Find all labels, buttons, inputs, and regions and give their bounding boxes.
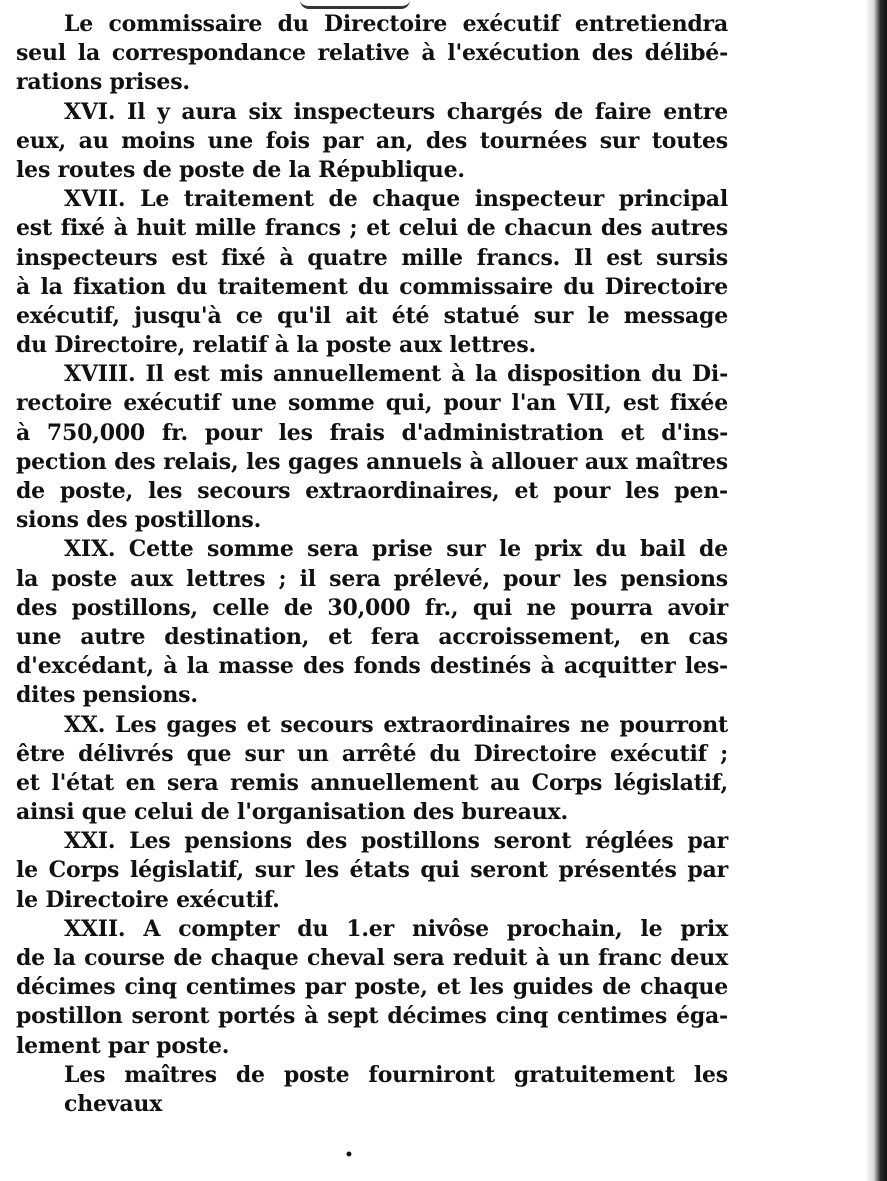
text-line: le Directoire exécutif. (16, 886, 280, 913)
text-line: est fixé à huit mille francs ; et celui de chacun des autres (16, 215, 728, 242)
footer-mark: • (344, 1147, 354, 1163)
text-line: Le commissaire du Directoire exécutif entretiendra (64, 11, 728, 37)
text-line: XIX. Cette somme sera prise sur le prix du bail de (64, 536, 728, 563)
text-line: la poste aux lettres ; il sera prélevé, pour les pensions (16, 565, 728, 592)
text-line: Les maîtres de poste fourniront gratuitement les chevaux (64, 1061, 728, 1117)
body-text (16, 10, 728, 1117)
text-line: lement par poste. (16, 1032, 230, 1059)
text-line: postillon seront portés à sept décimes cinq centimes éga- (16, 1003, 728, 1030)
text-line: dites pensions. (16, 682, 198, 709)
text-line: être délivrés que sur un arrêté du Directoire exécutif ; (16, 740, 728, 767)
text-line: pection des relais, les gages annuels à allouer aux maîtres (16, 448, 728, 475)
text-line: des postillons, celle de 30,000 fr., qui ne pourra avoir (16, 594, 728, 621)
text-line: XVI. Il y aura six inspecteurs chargés de faire entre (64, 98, 728, 125)
text-line: une autre destination, et fera accroissement, en cas (16, 623, 728, 650)
page-binding-shadow (865, 0, 887, 1181)
text-line: à la fixation du traitement du commissaire du Directoire (16, 273, 728, 300)
text-line: et l'état en sera remis annuellement au Corps législatif, (16, 769, 728, 796)
text-line: XXI. Les pensions des postillons seront réglées par (64, 828, 728, 855)
text-line: rectoire exécutif une somme qui, pour l'an VII, est fixée (16, 390, 728, 417)
text-line: sions des postillons. (16, 507, 262, 534)
text-line: de poste, les secours extraordinaires, et pour les pen- (16, 478, 728, 504)
text-line: eux, au moins une fois par an, des tournées sur toutes (16, 127, 728, 154)
text-line: inspecteurs est fixé à quatre mille francs. Il est sursis (16, 244, 728, 271)
text-line: de la course de chaque cheval sera reduit à un franc deux (16, 945, 728, 971)
text-line: les routes de poste de la République. (16, 156, 465, 183)
text-line: exécutif, jusqu'à ce qu'il ait été statué sur le message (16, 302, 728, 329)
text-line: XXII. A compter du 1.er nivôse prochain, le prix (64, 915, 728, 942)
text-line: XVII. Le traitement de chaque inspecteur principal (64, 186, 728, 213)
text-line: d'excédant, à la masse des fonds destinés à acquitter les- (16, 653, 728, 680)
page-top-edge-mark (300, 0, 410, 9)
text-line: du Directoire, relatif à la poste aux lettres. (16, 332, 536, 359)
text-line: XX. Les gages et secours extraordinaires ne pourront (64, 711, 728, 738)
text-line: seul la correspondance relative à l'exécution des délibé- (16, 40, 728, 67)
text-line: XVIII. Il est mis annuellement à la disposition du Di- (64, 361, 728, 388)
text-line: rations prises. (16, 69, 190, 96)
text-line: à 750,000 fr. pour les frais d'administration et d'ins- (16, 419, 728, 446)
text-line: décimes cinq centimes par poste, et les guides de chaque (16, 974, 728, 1001)
text-line: le Corps législatif, sur les états qui seront présentés par (16, 857, 728, 884)
text-line: ainsi que celui de l'organisation des bureaux. (16, 799, 568, 826)
